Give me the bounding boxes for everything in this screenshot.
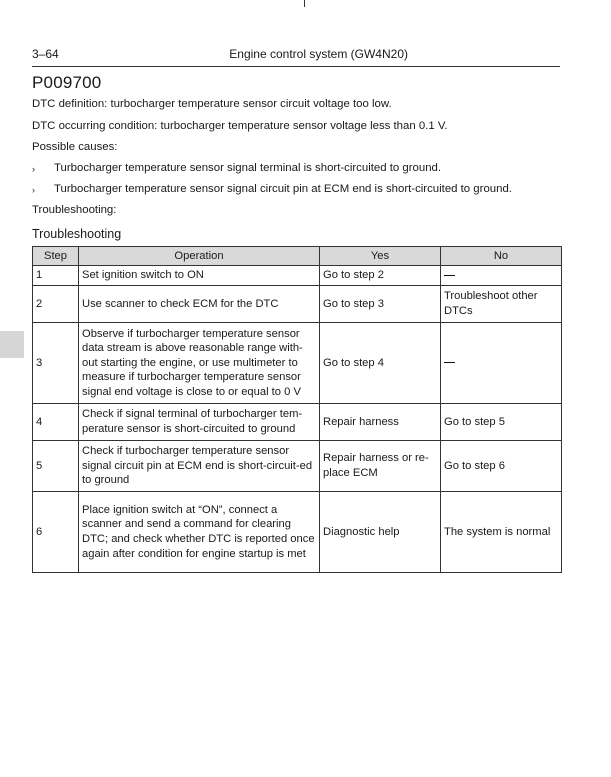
step-cell: 5: [33, 441, 79, 492]
table-row: [33, 323, 562, 404]
table-row: [33, 404, 562, 441]
column-header-step: Step: [33, 247, 79, 266]
chapter-side-tab: [0, 331, 24, 358]
troubleshooting-table: [32, 246, 562, 573]
operation-cell: Observe if turbocharger temperature sensor data stream is above reasonable range with-out starting the engine, or use multimeter to measure if turbocharger temperature sensor signal end voltage is close to or equal to 0 V: [79, 323, 320, 404]
no-cell: Troubleshoot other DTCs: [441, 286, 562, 323]
dtc-code-title: P009700: [32, 73, 102, 92]
dtc-definition: DTC definition: turbocharger temperature sensor circuit voltage too low.: [32, 98, 392, 110]
table-row: [33, 266, 562, 286]
table-caption: Troubleshooting: [32, 227, 122, 241]
table-row: [33, 492, 562, 573]
no-cell: [441, 266, 562, 286]
yes-cell: Go to step 2: [320, 266, 441, 286]
no-cell: The system is normal: [441, 492, 562, 573]
dash-mark: [444, 275, 455, 276]
crop-mark: [304, 0, 305, 7]
troubleshooting-heading: Troubleshooting:: [32, 204, 117, 216]
step-cell: 2: [33, 286, 79, 323]
operation-cell: Set ignition switch to ON: [79, 266, 320, 286]
step-cell: 3: [33, 323, 79, 404]
dash-mark: [444, 362, 455, 363]
cause-item: Turbocharger temperature sensor signal terminal is short-circuited to ground.: [54, 162, 442, 174]
cause-item: Turbocharger temperature sensor signal circuit pin at ECM end is short-circuited to ground.: [54, 183, 512, 195]
yes-cell: Repair harness: [320, 404, 441, 441]
step-cell: 6: [33, 492, 79, 573]
yes-cell: Go to step 4: [320, 323, 441, 404]
step-cell: 4: [33, 404, 79, 441]
bullet-icon: ›: [32, 164, 35, 174]
no-cell: Go to step 5: [441, 404, 562, 441]
column-header-operation: Operation: [79, 247, 320, 266]
operation-cell: Use scanner to check ECM for the DTC: [79, 286, 320, 323]
yes-cell: Diagnostic help: [320, 492, 441, 573]
running-title: Engine control system (GW4N20): [229, 47, 408, 61]
table-row: [33, 441, 562, 492]
column-header-no: No: [441, 247, 562, 266]
possible-causes-heading: Possible causes:: [32, 141, 118, 153]
operation-cell: Check if turbocharger temperature sensor signal circuit pin at ECM end is short-circuit-ed to ground: [79, 441, 320, 492]
bullet-icon: ›: [32, 185, 35, 195]
no-cell: Go to step 6: [441, 441, 562, 492]
dtc-condition: DTC occurring condition: turbocharger temperature sensor voltage less than 0.1 V.: [32, 120, 448, 132]
yes-cell: Repair harness or re-place ECM: [320, 441, 441, 492]
table-row: [33, 286, 562, 323]
page-header: [32, 46, 560, 67]
yes-cell: Go to step 3: [320, 286, 441, 323]
table-header-row: [33, 247, 562, 266]
no-cell: [441, 323, 562, 404]
step-cell: 1: [33, 266, 79, 286]
operation-cell: Place ignition switch at “ON”, connect a scanner and send a command for clearing DTC; and check whether DTC is reported once again after condition for engine startup is met: [79, 492, 320, 573]
operation-cell: Check if signal terminal of turbocharger tem-perature sensor is short-circuited to ground: [79, 404, 320, 441]
page-number: 3–64: [32, 47, 59, 61]
column-header-yes: Yes: [320, 247, 441, 266]
